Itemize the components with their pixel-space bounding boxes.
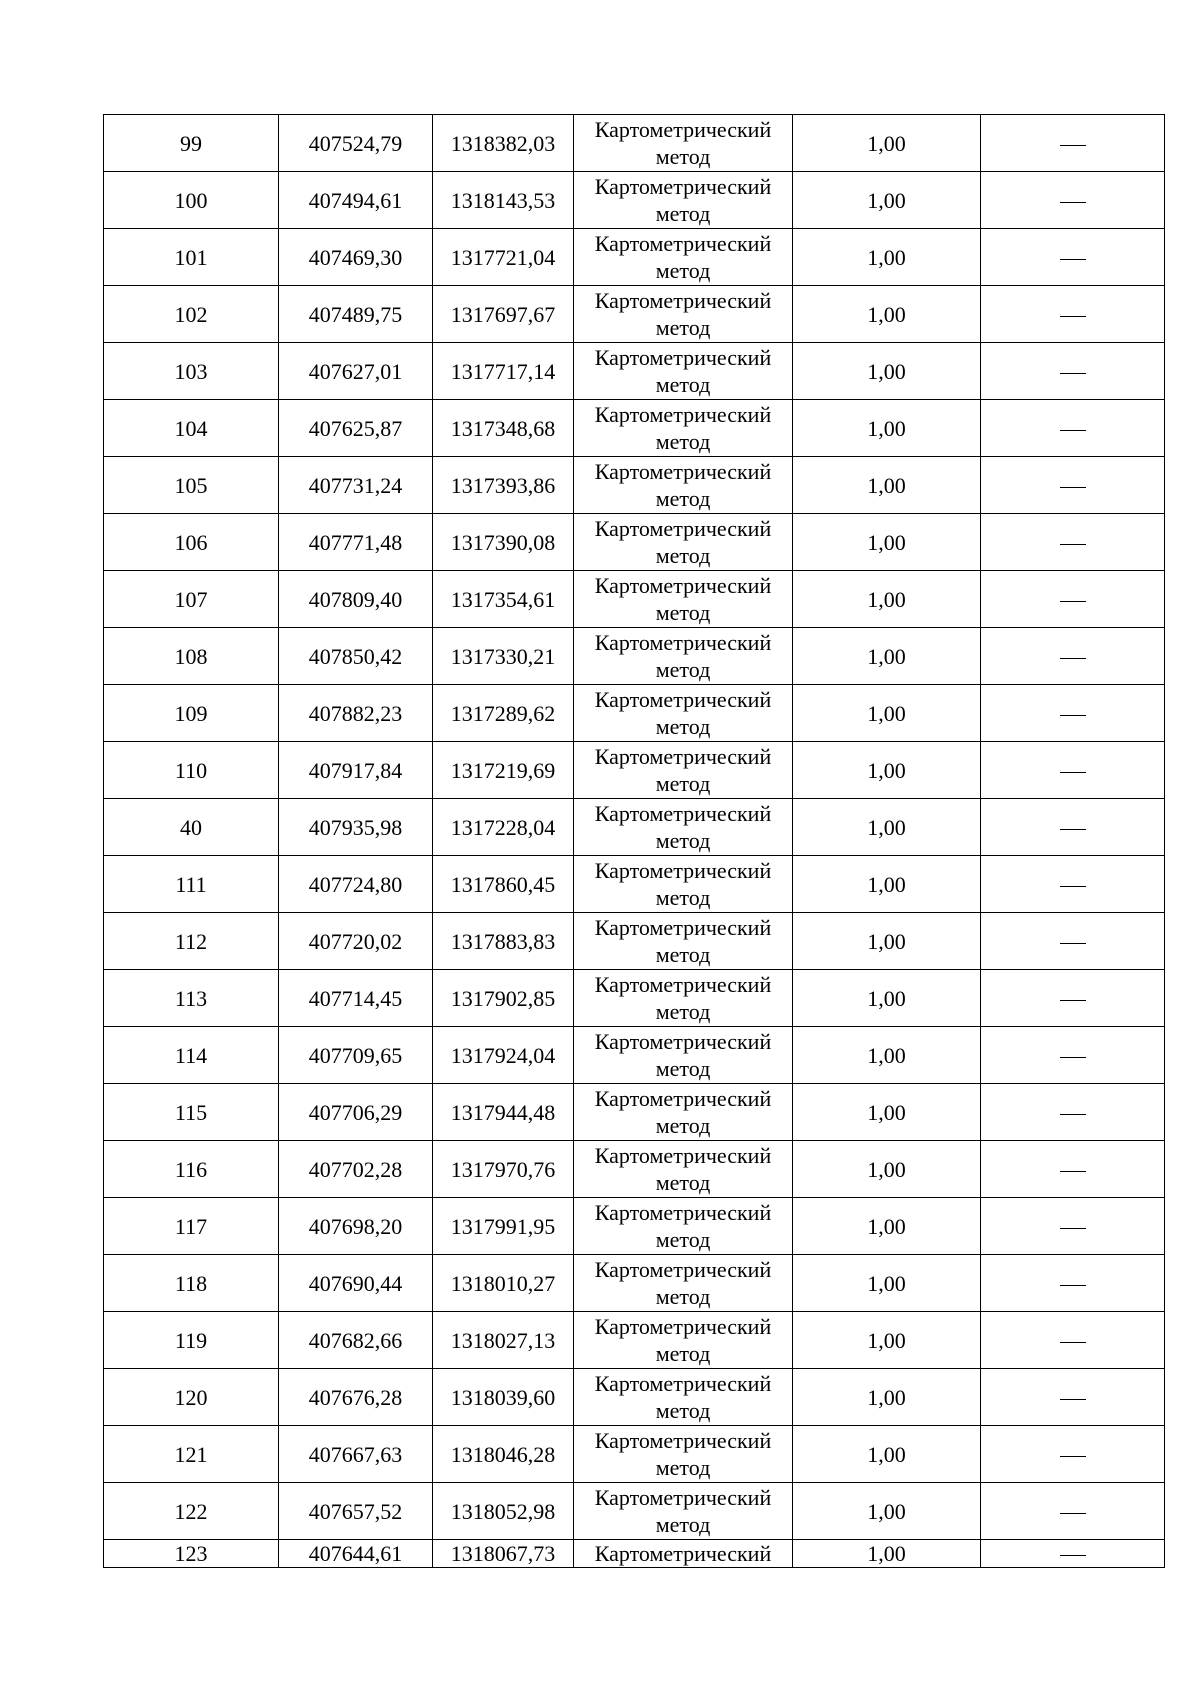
method-text-line: метод xyxy=(655,258,711,283)
method-text-line: Картометрический xyxy=(594,972,772,997)
method-cell xyxy=(574,115,793,172)
accuracy-cell: 1,00 xyxy=(793,856,981,913)
table-body xyxy=(104,115,1165,1568)
method-cell xyxy=(574,1483,793,1540)
method-cell xyxy=(574,343,793,400)
note-cell xyxy=(981,1426,1165,1483)
x-coordinate-cell: 407682,66 xyxy=(279,1312,433,1369)
y-coordinate-cell: 1317970,76 xyxy=(433,1141,574,1198)
note-cell xyxy=(981,913,1165,970)
accuracy-cell: 1,00 xyxy=(793,115,981,172)
em-dash-mark xyxy=(1060,259,1086,260)
accuracy-cell: 1,00 xyxy=(793,1198,981,1255)
x-coordinate-cell: 407657,52 xyxy=(279,1483,433,1540)
y-coordinate-cell: 1318039,60 xyxy=(433,1369,574,1426)
method-text-line: Картометрический xyxy=(594,459,772,484)
point-number-cell: 116 xyxy=(104,1141,279,1198)
point-number-cell: 101 xyxy=(104,229,279,286)
method-text-line: Картометрический xyxy=(594,1029,772,1054)
method-text-line: Картометрический xyxy=(594,801,772,826)
em-dash-mark xyxy=(1060,1171,1086,1172)
em-dash-mark xyxy=(1060,544,1086,545)
method-text-line: метод xyxy=(655,1284,711,1309)
point-number-cell: 117 xyxy=(104,1198,279,1255)
accuracy-cell: 1,00 xyxy=(793,457,981,514)
point-number-cell: 102 xyxy=(104,286,279,343)
em-dash-mark xyxy=(1060,487,1086,488)
em-dash-mark xyxy=(1060,202,1086,203)
method-cell xyxy=(574,457,793,514)
note-cell xyxy=(981,1540,1165,1568)
method-text-line: метод xyxy=(655,1341,711,1366)
x-coordinate-cell: 407625,87 xyxy=(279,400,433,457)
em-dash-mark xyxy=(1060,943,1086,944)
y-coordinate-cell: 1318027,13 xyxy=(433,1312,574,1369)
method-cell xyxy=(574,913,793,970)
accuracy-cell: 1,00 xyxy=(793,172,981,229)
em-dash-mark xyxy=(1060,1399,1086,1400)
y-coordinate-cell: 1317390,08 xyxy=(433,514,574,571)
em-dash-mark xyxy=(1060,1057,1086,1058)
point-number-cell: 40 xyxy=(104,799,279,856)
accuracy-cell: 1,00 xyxy=(793,229,981,286)
x-coordinate-cell: 407724,80 xyxy=(279,856,433,913)
table-row xyxy=(104,514,1165,571)
em-dash-mark xyxy=(1060,1456,1086,1457)
method-cell xyxy=(574,571,793,628)
y-coordinate-cell: 1317721,04 xyxy=(433,229,574,286)
y-coordinate-cell: 1317348,68 xyxy=(433,400,574,457)
point-number-cell: 107 xyxy=(104,571,279,628)
x-coordinate-cell: 407524,79 xyxy=(279,115,433,172)
point-number-cell: 113 xyxy=(104,970,279,1027)
note-cell xyxy=(981,1255,1165,1312)
method-text-line: метод xyxy=(655,486,711,511)
accuracy-cell: 1,00 xyxy=(793,1027,981,1084)
method-text-line: Картометрический xyxy=(594,744,772,769)
em-dash-mark xyxy=(1060,601,1086,602)
accuracy-cell: 1,00 xyxy=(793,970,981,1027)
x-coordinate-cell: 407706,29 xyxy=(279,1084,433,1141)
accuracy-cell: 1,00 xyxy=(793,913,981,970)
point-number-cell: 115 xyxy=(104,1084,279,1141)
method-text-line: метод xyxy=(655,942,711,967)
x-coordinate-cell: 407720,02 xyxy=(279,913,433,970)
point-number-cell: 122 xyxy=(104,1483,279,1540)
method-text-line: Картометрический xyxy=(594,402,772,427)
em-dash-mark xyxy=(1060,658,1086,659)
x-coordinate-cell: 407731,24 xyxy=(279,457,433,514)
method-text-line: метод xyxy=(655,1170,711,1195)
method-text-line: метод xyxy=(655,1455,711,1480)
accuracy-cell: 1,00 xyxy=(793,343,981,400)
note-cell xyxy=(981,1198,1165,1255)
method-text-line: метод xyxy=(655,771,711,796)
method-text-line: метод xyxy=(655,144,711,169)
accuracy-cell: 1,00 xyxy=(793,286,981,343)
em-dash-mark xyxy=(1060,373,1086,374)
method-text-line: Картометрический xyxy=(594,345,772,370)
note-cell xyxy=(981,685,1165,742)
method-text-line: Картометрический xyxy=(594,231,772,256)
method-text-line: Картометрический xyxy=(594,117,772,142)
point-number-cell: 100 xyxy=(104,172,279,229)
method-cell xyxy=(574,1312,793,1369)
point-number-cell: 114 xyxy=(104,1027,279,1084)
method-text-line: Картометрический xyxy=(594,516,772,541)
x-coordinate-cell: 407709,65 xyxy=(279,1027,433,1084)
note-cell xyxy=(981,799,1165,856)
method-text-line: Картометрический xyxy=(594,1143,772,1168)
note-cell xyxy=(981,229,1165,286)
method-cell xyxy=(574,1198,793,1255)
method-cell xyxy=(574,970,793,1027)
method-cell xyxy=(574,514,793,571)
em-dash-mark xyxy=(1060,829,1086,830)
point-number-cell: 105 xyxy=(104,457,279,514)
point-number-cell: 99 xyxy=(104,115,279,172)
method-text-line: Картометрический xyxy=(594,1541,772,1566)
em-dash-mark xyxy=(1060,1285,1086,1286)
y-coordinate-cell: 1317860,45 xyxy=(433,856,574,913)
x-coordinate-cell: 407771,48 xyxy=(279,514,433,571)
point-number-cell: 108 xyxy=(104,628,279,685)
method-cell xyxy=(574,628,793,685)
em-dash-mark xyxy=(1060,1000,1086,1001)
table-row xyxy=(104,685,1165,742)
point-number-cell: 112 xyxy=(104,913,279,970)
y-coordinate-cell: 1318067,73 xyxy=(433,1540,574,1568)
point-number-cell: 103 xyxy=(104,343,279,400)
point-number-cell: 123 xyxy=(104,1540,279,1568)
method-cell xyxy=(574,685,793,742)
x-coordinate-cell: 407935,98 xyxy=(279,799,433,856)
method-text-line: метод xyxy=(655,372,711,397)
x-coordinate-cell: 407702,28 xyxy=(279,1141,433,1198)
table-row xyxy=(104,286,1165,343)
method-text-line: Картометрический xyxy=(594,915,772,940)
em-dash-mark xyxy=(1060,715,1086,716)
y-coordinate-cell: 1317354,61 xyxy=(433,571,574,628)
table-row xyxy=(104,1426,1165,1483)
method-text-line: метод xyxy=(655,1056,711,1081)
x-coordinate-cell: 407676,28 xyxy=(279,1369,433,1426)
note-cell xyxy=(981,115,1165,172)
method-cell xyxy=(574,1255,793,1312)
note-cell xyxy=(981,571,1165,628)
x-coordinate-cell: 407469,30 xyxy=(279,229,433,286)
accuracy-cell: 1,00 xyxy=(793,1540,981,1568)
y-coordinate-cell: 1317944,48 xyxy=(433,1084,574,1141)
method-text-line: Картометрический xyxy=(594,1257,772,1282)
method-text-line: Картометрический xyxy=(594,630,772,655)
method-text-line: метод xyxy=(655,885,711,910)
point-number-cell: 118 xyxy=(104,1255,279,1312)
x-coordinate-cell: 407882,23 xyxy=(279,685,433,742)
method-text-line: метод xyxy=(655,1227,711,1252)
method-cell xyxy=(574,400,793,457)
method-text-line: Картометрический xyxy=(594,1086,772,1111)
x-coordinate-cell: 407917,84 xyxy=(279,742,433,799)
table-row xyxy=(104,1312,1165,1369)
method-text-line: Картометрический xyxy=(594,1485,772,1510)
y-coordinate-cell: 1318046,28 xyxy=(433,1426,574,1483)
em-dash-mark xyxy=(1060,145,1086,146)
x-coordinate-cell: 407627,01 xyxy=(279,343,433,400)
method-cell xyxy=(574,1084,793,1141)
y-coordinate-cell: 1318010,27 xyxy=(433,1255,574,1312)
accuracy-cell: 1,00 xyxy=(793,742,981,799)
x-coordinate-cell: 407809,40 xyxy=(279,571,433,628)
method-text-line: метод xyxy=(655,1398,711,1423)
table-row xyxy=(104,1084,1165,1141)
table-row xyxy=(104,1198,1165,1255)
method-cell xyxy=(574,172,793,229)
em-dash-mark xyxy=(1060,1555,1086,1556)
method-text-line: Картометрический xyxy=(594,687,772,712)
method-cell xyxy=(574,286,793,343)
em-dash-mark xyxy=(1060,1114,1086,1115)
note-cell xyxy=(981,970,1165,1027)
accuracy-cell: 1,00 xyxy=(793,799,981,856)
em-dash-mark xyxy=(1060,772,1086,773)
accuracy-cell: 1,00 xyxy=(793,685,981,742)
table-row xyxy=(104,571,1165,628)
x-coordinate-cell: 407489,75 xyxy=(279,286,433,343)
method-cell xyxy=(574,1426,793,1483)
y-coordinate-cell: 1317924,04 xyxy=(433,1027,574,1084)
note-cell xyxy=(981,628,1165,685)
table-row xyxy=(104,1141,1165,1198)
em-dash-mark xyxy=(1060,886,1086,887)
method-text-line: метод xyxy=(655,315,711,340)
table-row xyxy=(104,1483,1165,1540)
x-coordinate-cell: 407698,20 xyxy=(279,1198,433,1255)
y-coordinate-cell: 1317219,69 xyxy=(433,742,574,799)
method-text-line: метод xyxy=(655,429,711,454)
table-row xyxy=(104,115,1165,172)
note-cell xyxy=(981,286,1165,343)
table-row xyxy=(104,172,1165,229)
y-coordinate-cell: 1318382,03 xyxy=(433,115,574,172)
table-row xyxy=(104,229,1165,286)
table-row xyxy=(104,628,1165,685)
coordinates-table xyxy=(103,114,1165,1568)
table-row xyxy=(104,799,1165,856)
y-coordinate-cell: 1317991,95 xyxy=(433,1198,574,1255)
note-cell xyxy=(981,1027,1165,1084)
note-cell xyxy=(981,172,1165,229)
point-number-cell: 120 xyxy=(104,1369,279,1426)
method-text-line: метод xyxy=(655,1512,711,1537)
accuracy-cell: 1,00 xyxy=(793,1312,981,1369)
table-row xyxy=(104,742,1165,799)
accuracy-cell: 1,00 xyxy=(793,1141,981,1198)
method-cell xyxy=(574,856,793,913)
method-cell xyxy=(574,742,793,799)
method-text-line: метод xyxy=(655,828,711,853)
note-cell xyxy=(981,400,1165,457)
y-coordinate-cell: 1317330,21 xyxy=(433,628,574,685)
note-cell xyxy=(981,457,1165,514)
method-text-line: Картометрический xyxy=(594,858,772,883)
x-coordinate-cell: 407644,61 xyxy=(279,1540,433,1568)
y-coordinate-cell: 1317883,83 xyxy=(433,913,574,970)
x-coordinate-cell: 407714,45 xyxy=(279,970,433,1027)
x-coordinate-cell: 407494,61 xyxy=(279,172,433,229)
accuracy-cell: 1,00 xyxy=(793,628,981,685)
method-text-line: Картометрический xyxy=(594,174,772,199)
em-dash-mark xyxy=(1060,1228,1086,1229)
table-row xyxy=(104,970,1165,1027)
y-coordinate-cell: 1318052,98 xyxy=(433,1483,574,1540)
method-cell xyxy=(574,1540,793,1568)
accuracy-cell: 1,00 xyxy=(793,571,981,628)
accuracy-cell: 1,00 xyxy=(793,1369,981,1426)
method-text-line: метод xyxy=(655,201,711,226)
note-cell xyxy=(981,1084,1165,1141)
table-row xyxy=(104,1369,1165,1426)
method-text-line: Картометрический xyxy=(594,573,772,598)
note-cell xyxy=(981,1312,1165,1369)
accuracy-cell: 1,00 xyxy=(793,400,981,457)
accuracy-cell: 1,00 xyxy=(793,1426,981,1483)
point-number-cell: 111 xyxy=(104,856,279,913)
accuracy-cell: 1,00 xyxy=(793,1084,981,1141)
note-cell xyxy=(981,514,1165,571)
x-coordinate-cell: 407690,44 xyxy=(279,1255,433,1312)
table-row xyxy=(104,1540,1165,1568)
point-number-cell: 109 xyxy=(104,685,279,742)
y-coordinate-cell: 1317902,85 xyxy=(433,970,574,1027)
accuracy-cell: 1,00 xyxy=(793,1483,981,1540)
note-cell xyxy=(981,1369,1165,1426)
table-row xyxy=(104,343,1165,400)
em-dash-mark xyxy=(1060,1342,1086,1343)
method-text-line: метод xyxy=(655,543,711,568)
em-dash-mark xyxy=(1060,316,1086,317)
table-row xyxy=(104,1027,1165,1084)
method-text-line: метод xyxy=(655,714,711,739)
method-text-line: метод xyxy=(655,1113,711,1138)
method-text-line: метод xyxy=(655,999,711,1024)
note-cell xyxy=(981,343,1165,400)
method-text-line: Картометрический xyxy=(594,288,772,313)
table-row xyxy=(104,856,1165,913)
y-coordinate-cell: 1317393,86 xyxy=(433,457,574,514)
y-coordinate-cell: 1318143,53 xyxy=(433,172,574,229)
method-text-line: метод xyxy=(655,600,711,625)
method-cell xyxy=(574,1369,793,1426)
note-cell xyxy=(981,742,1165,799)
method-cell xyxy=(574,1027,793,1084)
table-row xyxy=(104,913,1165,970)
table-row xyxy=(104,400,1165,457)
x-coordinate-cell: 407850,42 xyxy=(279,628,433,685)
note-cell xyxy=(981,1483,1165,1540)
note-cell xyxy=(981,1141,1165,1198)
point-number-cell: 106 xyxy=(104,514,279,571)
note-cell xyxy=(981,856,1165,913)
y-coordinate-cell: 1317289,62 xyxy=(433,685,574,742)
method-text-line: Картометрический xyxy=(594,1314,772,1339)
accuracy-cell: 1,00 xyxy=(793,1255,981,1312)
em-dash-mark xyxy=(1060,430,1086,431)
y-coordinate-cell: 1317697,67 xyxy=(433,286,574,343)
point-number-cell: 104 xyxy=(104,400,279,457)
method-text-line: Картометрический xyxy=(594,1428,772,1453)
method-text-line: метод xyxy=(655,657,711,682)
table-row xyxy=(104,457,1165,514)
em-dash-mark xyxy=(1060,1513,1086,1514)
point-number-cell: 110 xyxy=(104,742,279,799)
method-text-line: Картометрический xyxy=(594,1371,772,1396)
method-text-line: Картометрический xyxy=(594,1200,772,1225)
y-coordinate-cell: 1317228,04 xyxy=(433,799,574,856)
point-number-cell: 119 xyxy=(104,1312,279,1369)
x-coordinate-cell: 407667,63 xyxy=(279,1426,433,1483)
accuracy-cell: 1,00 xyxy=(793,514,981,571)
method-cell xyxy=(574,799,793,856)
method-cell xyxy=(574,229,793,286)
point-number-cell: 121 xyxy=(104,1426,279,1483)
y-coordinate-cell: 1317717,14 xyxy=(433,343,574,400)
method-cell xyxy=(574,1141,793,1198)
table-row xyxy=(104,1255,1165,1312)
